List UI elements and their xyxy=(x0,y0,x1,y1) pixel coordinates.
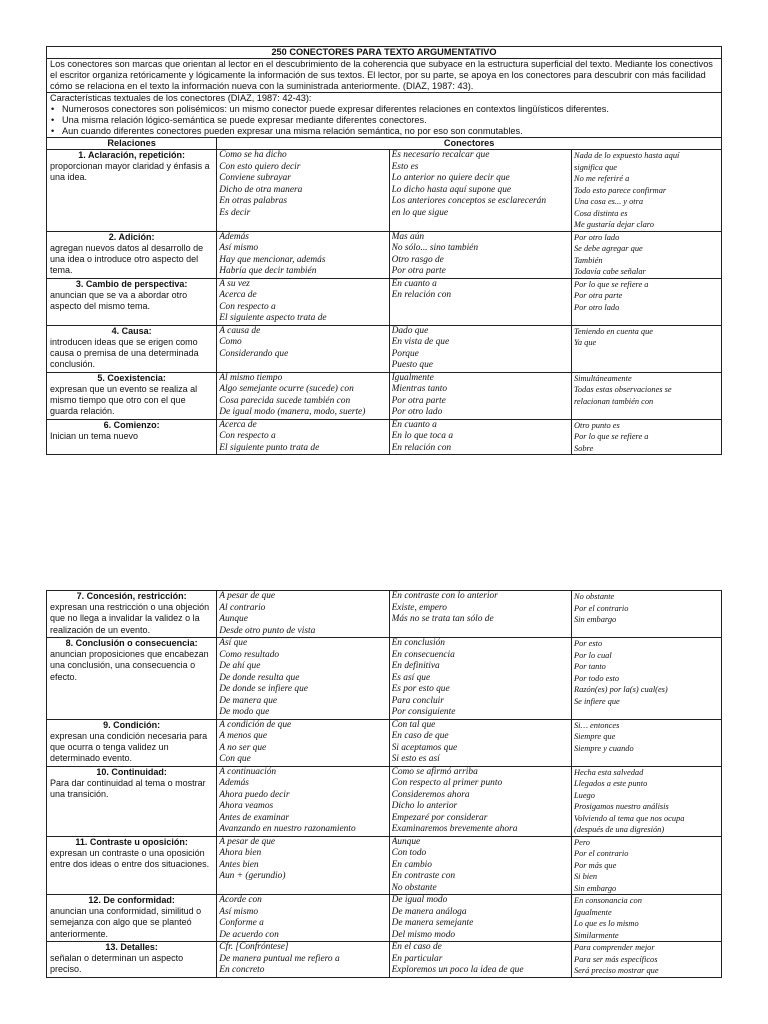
relation-name: 9. Condición: xyxy=(103,719,161,730)
connector-item: Lo anterior no quiere decir que xyxy=(391,173,510,183)
connector-item: En otras palabras xyxy=(219,196,287,206)
table-row xyxy=(47,836,722,895)
connector-item: Esto es xyxy=(391,161,419,172)
connector-item: Luego xyxy=(573,790,595,800)
connector-item: Llegados a este punto xyxy=(573,779,648,788)
connectors-col-3 xyxy=(571,372,721,419)
relation-description: señalan o determinan un aspecto preciso. xyxy=(50,953,184,975)
connector-item: Acerca de xyxy=(219,290,257,300)
connector-item: Para ser más específicos xyxy=(573,954,658,964)
connectors-col-1 xyxy=(217,150,389,232)
connectors-col-3 xyxy=(571,231,721,278)
relation-cell xyxy=(47,766,217,836)
connector-item: Hay que mencionar, además xyxy=(219,254,326,265)
connector-item: (después de una digresión) xyxy=(573,825,665,834)
table-body xyxy=(47,150,722,455)
relation-name: 6. Comienzo: xyxy=(103,419,160,430)
document-title: 250 CONECTORES PARA TEXTO ARGUMENTATIVO xyxy=(47,47,722,59)
connectors-col-1 xyxy=(217,231,389,278)
connectors-col-3 xyxy=(571,638,721,720)
connector-item: Por lo que se refiere a xyxy=(573,279,649,289)
connector-item: Siempre y cuando xyxy=(573,743,634,753)
intro-paragraph: Los conectores son marcas que orientan al lector en el descubrimiento de la coherencia que subyace en la estructura superficial del texto. Mediante los conectivos el escritor organiza retóricamente y lógicamente la información de sus textos. El lector, por su parte, se apoya en los conectores para descubrir con más facilidad cómo se relaciona en el texto la información nueva con la suministrada anteriormente. (DIAZ, 1987: 43). xyxy=(47,59,722,93)
relation-description: introducen ideas que se erigen como causa o premisa de una determinada conclusión. xyxy=(50,336,199,370)
document-page-1 xyxy=(46,46,722,455)
traits-title: Características textuales de los conectores (DIAZ, 1987: 42-43): xyxy=(50,93,312,103)
connector-item: Otro punto es xyxy=(573,420,620,430)
connector-item: Consideremos ahora xyxy=(391,789,470,800)
connector-item: De manera puntual me refiero a xyxy=(219,953,340,964)
connector-item: Al contrario xyxy=(219,602,266,613)
table-row xyxy=(47,591,722,638)
relation-description: proporcionan mayor claridad y énfasis a una idea. xyxy=(50,161,210,183)
connector-item: A su vez xyxy=(219,278,250,289)
connector-item: En vista de que xyxy=(391,337,450,347)
connector-item: relacionan también con xyxy=(573,396,654,406)
connector-item: Todavía cabe señalar xyxy=(573,267,646,276)
connector-item: A no ser que xyxy=(219,742,267,753)
connector-item: Razón(es) por la(s) cual(es) xyxy=(573,685,668,694)
connector-item: En definitiva xyxy=(391,661,440,671)
connector-item: En relación con xyxy=(391,442,452,453)
connector-item: Por otro lado xyxy=(573,232,620,242)
connector-item: Es decir xyxy=(219,207,251,218)
relation-description: anuncian una conformidad, similitud o semejanza con algo que se planteó anteriormente. xyxy=(50,906,202,939)
connector-item: Por el contrario xyxy=(573,849,629,858)
connectors-col-3 xyxy=(571,895,721,942)
connector-item: Por lo que se refiere a xyxy=(573,432,649,441)
connector-item: Es así que xyxy=(391,672,431,683)
connector-item: Además xyxy=(219,778,249,788)
table-row xyxy=(47,942,722,978)
connector-item: Conforme a xyxy=(219,918,264,928)
relation-description: expresan una condición necesaria para que ocurra o tenga validez un determinado evento. xyxy=(50,730,208,764)
connector-item: Por todo esto xyxy=(573,673,620,683)
connectors-col-1 xyxy=(217,766,389,836)
table-row xyxy=(47,766,722,836)
connector-item: De manera análoga xyxy=(391,906,467,917)
relation-cell xyxy=(47,419,217,455)
connector-item: Además xyxy=(219,231,249,242)
connector-item: Sin embargo xyxy=(573,615,617,624)
connector-item: Como se ha dicho xyxy=(219,150,287,160)
connector-item: Si bien xyxy=(573,872,598,881)
connector-item: No obstante xyxy=(573,592,615,601)
connector-item: En caso de que xyxy=(391,731,449,741)
connector-item: Al mismo tiempo xyxy=(219,372,283,383)
connector-item: Con todo xyxy=(391,848,427,858)
connectors-col-2 xyxy=(389,942,571,978)
relation-name: 1. Aclaración, repetición: xyxy=(78,150,185,160)
connector-item: En consecuencia xyxy=(391,649,455,660)
connector-item: Desde otro punto de vista xyxy=(219,625,316,636)
connector-item: En consonancia con xyxy=(573,896,642,905)
table-row xyxy=(47,150,722,232)
connector-item: De igual modo xyxy=(391,895,448,905)
connector-item: De ahí que xyxy=(219,661,261,671)
connector-item: Dicho lo anterior xyxy=(391,801,458,811)
connectors-col-2 xyxy=(389,836,571,895)
connector-item: De donde resulta que xyxy=(219,672,300,683)
connectors-col-1 xyxy=(217,895,389,942)
connectors-col-3 xyxy=(571,942,721,978)
connector-item: Por otra parte xyxy=(391,266,446,276)
connector-item: Dicho de otra manera xyxy=(219,184,303,195)
connector-item: Porque xyxy=(391,348,419,359)
table-row xyxy=(47,719,722,766)
connector-item: Mas aún xyxy=(391,231,425,242)
relation-name: 2. Adición: xyxy=(108,231,155,242)
relation-cell xyxy=(47,591,217,638)
connector-item: Con tal que xyxy=(391,719,436,730)
connectors-col-2 xyxy=(389,719,571,766)
connector-item: Por otra parte xyxy=(573,291,623,300)
connector-item: Lo que es lo mismo xyxy=(573,919,639,928)
connectors-col-1 xyxy=(217,278,389,325)
connector-item: Exploremos un poco la idea de que xyxy=(391,965,524,975)
connectors-table-part-1 xyxy=(46,46,722,455)
connectors-col-1 xyxy=(217,591,389,638)
table-row xyxy=(47,325,722,372)
connectors-col-2 xyxy=(389,766,571,836)
connectors-col-2 xyxy=(389,325,571,372)
connector-item: Por el contrario xyxy=(573,603,629,613)
connectors-col-2 xyxy=(389,231,571,278)
relation-name: 13. Detalles: xyxy=(105,942,158,952)
relation-cell xyxy=(47,836,217,895)
relation-description: anuncian proposiciones que encabezan una conclusión, una consecuencia o efecto. xyxy=(50,649,209,682)
connector-item: Avanzando en nuestro razonamiento xyxy=(219,824,356,834)
connector-item: No me referiré a xyxy=(573,174,630,183)
relation-name: 12. De conformidad: xyxy=(88,895,175,905)
table-body xyxy=(47,591,722,978)
connector-item: Con que xyxy=(219,754,251,764)
trait-item: • Una misma relación lógico-semántica se puede expresar mediante diferentes conectores. xyxy=(50,115,718,126)
connector-item: A menos que xyxy=(219,731,268,741)
connector-item: No obstante xyxy=(391,882,437,893)
connector-item: De acuerdo con xyxy=(219,929,279,940)
connector-item: Los anteriores conceptos se esclarecerán xyxy=(391,196,547,206)
connector-item: Igualmente xyxy=(573,907,612,917)
table-row xyxy=(47,419,722,455)
connector-item: También xyxy=(573,255,603,265)
connector-item: Considerando que xyxy=(219,348,289,359)
connector-item: No sólo... sino también xyxy=(391,243,479,253)
relation-description: expresan que un evento se realiza al mismo tiempo que otro con el que guarda relación. xyxy=(50,383,198,417)
connector-item: Volviendo al tema que nos ocupa xyxy=(573,813,685,823)
connector-item: Otro rasgo de xyxy=(391,254,444,265)
connector-item: En cuanto a xyxy=(391,419,437,430)
connector-item: Si… entonces xyxy=(573,720,620,730)
connector-item: Prosigamos nuestro análisis xyxy=(573,802,669,811)
relation-cell xyxy=(47,231,217,278)
relation-description: expresan un contraste o una oposición entre dos ideas o entre dos situaciones. xyxy=(50,847,210,869)
connectors-col-2 xyxy=(389,591,571,638)
relation-description: anuncian que se va a abordar otro aspecto del mismo tema. xyxy=(50,289,188,311)
connectors-col-3 xyxy=(571,150,721,232)
table-row xyxy=(47,278,722,325)
connector-item: Una cosa es... y otra xyxy=(573,197,644,206)
connectors-col-1 xyxy=(217,419,389,455)
connectors-col-1 xyxy=(217,942,389,978)
connector-item: A continuación xyxy=(219,766,277,777)
connectors-col-3 xyxy=(571,836,721,895)
connector-item: Con esto quiero decir xyxy=(219,161,301,172)
table-row xyxy=(47,638,722,720)
connectors-col-2 xyxy=(389,372,571,419)
connector-item: Si aceptamos que xyxy=(391,742,458,753)
connector-item: Como resultado xyxy=(219,649,280,660)
connectors-col-2 xyxy=(389,278,571,325)
connector-item: Se debe agregar que xyxy=(573,244,643,253)
relation-description: expresan una restricción o una objeción que no llega a invalidar la validez o la realización de un evento. xyxy=(50,602,210,635)
connector-item: significa que xyxy=(573,162,618,172)
connector-item: Es necesario recalcar que xyxy=(391,150,490,160)
connectors-col-1 xyxy=(217,836,389,895)
connector-item: En cuanto a xyxy=(391,278,437,289)
connector-item: Más no se trata tan sólo de xyxy=(391,614,494,624)
connector-item: Todas estas observaciones se xyxy=(573,385,672,394)
connector-item: Para concluir xyxy=(391,695,444,706)
connector-item: Cfr. [Confróntese] xyxy=(219,942,289,952)
relation-cell xyxy=(47,325,217,372)
connector-item: Así que xyxy=(219,638,248,648)
relation-cell xyxy=(47,719,217,766)
connector-item: En contraste con lo anterior xyxy=(391,591,498,601)
column-header-conectores: Conectores xyxy=(217,138,722,150)
connector-item: en lo que sigue xyxy=(391,207,449,218)
connector-item: A condición de que xyxy=(219,719,292,730)
connector-item: Siempre que xyxy=(573,732,616,741)
connector-item: Lo dicho hasta aquí supone que xyxy=(391,184,512,195)
traits-section xyxy=(47,93,722,138)
connector-item: Por tanto xyxy=(573,662,606,671)
connector-item: Simultáneamente xyxy=(573,373,632,383)
connectors-col-3 xyxy=(571,278,721,325)
connector-item: Nada de lo expuesto hasta aquí xyxy=(573,151,680,160)
connectors-col-2 xyxy=(389,638,571,720)
connector-item: Del mismo modo xyxy=(391,929,456,940)
relation-name: 11. Contraste u oposición: xyxy=(75,836,188,847)
connector-item: Ahora puedo decir xyxy=(219,789,290,800)
relation-name: 3. Cambio de perspectiva: xyxy=(75,278,188,289)
connector-item: Aun + (gerundio) xyxy=(219,871,286,881)
connector-item: Examinaremos brevemente ahora xyxy=(391,824,518,834)
connector-item: Teniendo en cuenta que xyxy=(573,326,653,336)
connector-item: De donde se infiere que xyxy=(219,684,308,694)
connector-item: En conclusión xyxy=(391,638,445,648)
connector-item: Hecha esta salvedad xyxy=(573,767,644,777)
connector-item: En lo que toca a xyxy=(391,431,454,441)
connectors-col-3 xyxy=(571,719,721,766)
connectors-col-3 xyxy=(571,766,721,836)
connector-item: Se infiere que xyxy=(573,696,620,706)
connector-item: Existe, empero xyxy=(391,602,447,613)
connector-item: Por lo cual xyxy=(573,650,612,660)
connector-item: Igualmente xyxy=(391,372,434,383)
connectors-col-3 xyxy=(571,419,721,455)
relation-cell xyxy=(47,372,217,419)
relation-cell xyxy=(47,638,217,720)
connector-item: Por otro lado xyxy=(391,407,443,417)
connector-item: En el caso de xyxy=(391,942,442,952)
connector-item: En concreto xyxy=(219,965,265,975)
connector-item: Sobre xyxy=(573,443,594,453)
connectors-col-2 xyxy=(389,419,571,455)
connector-item: A pesar de que xyxy=(219,591,276,601)
column-header-relaciones: Relaciones xyxy=(47,138,217,150)
connector-item: Será preciso mostrar que xyxy=(573,966,659,975)
connector-item: Con respecto a xyxy=(219,301,276,312)
connector-item: Dado que xyxy=(391,325,429,336)
connector-item: Habría que decir también xyxy=(219,266,317,276)
connector-item: Es por esto que xyxy=(391,684,450,694)
connectors-col-3 xyxy=(571,591,721,638)
connector-item: Para comprender mejor xyxy=(573,943,655,952)
connector-item: Ahora veamos xyxy=(219,801,274,811)
connector-item: Conviene subrayar xyxy=(219,173,291,183)
relation-description: agregan nuevos datos al desarrollo de una idea o introduce otro aspecto del tema. xyxy=(50,242,204,276)
connector-item: Ahora bien xyxy=(219,848,262,858)
connector-item: A causa de xyxy=(219,325,261,336)
connectors-col-1 xyxy=(217,325,389,372)
connector-item: En relación con xyxy=(391,290,452,300)
connectors-col-2 xyxy=(389,895,571,942)
connector-item: El siguiente aspecto trata de xyxy=(219,313,327,323)
connector-item: Antes bien xyxy=(219,859,259,870)
connector-item: Por más que xyxy=(573,860,617,870)
connector-item: De modo que xyxy=(219,707,270,717)
connector-item: Si esto es así xyxy=(391,754,440,764)
table-row xyxy=(47,231,722,278)
connector-item: Por consiguiente xyxy=(391,707,456,717)
connector-item: Cosa parecida sucede también con xyxy=(219,395,351,406)
connector-item: Aunque xyxy=(219,614,248,624)
connector-item: Mientras tanto xyxy=(391,384,448,394)
relation-name: 10. Continuidad: xyxy=(96,766,167,777)
connector-item: Puesto que xyxy=(391,360,433,370)
connector-item: De manera semejante xyxy=(391,918,474,928)
connectors-col-1 xyxy=(217,719,389,766)
connector-item: Acerca de xyxy=(219,419,257,430)
connector-item: Así mismo xyxy=(219,906,259,917)
relation-description: Para dar continuidad al tema o mostrar una transición. xyxy=(50,777,206,799)
connector-item: Cosa distinta es xyxy=(573,208,628,218)
table-row xyxy=(47,372,722,419)
connector-item: Por otra parte xyxy=(391,395,446,406)
connector-item: Como xyxy=(219,337,242,347)
connector-item: En contraste con xyxy=(391,871,456,881)
connector-item: Algo semejante ocurre (sucede) con xyxy=(219,384,354,394)
relation-cell xyxy=(47,278,217,325)
relation-cell xyxy=(47,895,217,942)
traits-list xyxy=(50,104,718,137)
relation-name: 5. Coexistencia: xyxy=(97,372,166,383)
document-page-2 xyxy=(46,590,722,978)
connector-item: El siguiente punto trata de xyxy=(219,442,320,453)
relation-cell xyxy=(47,150,217,232)
connectors-col-3 xyxy=(571,325,721,372)
relation-cell xyxy=(47,942,217,978)
connector-item: Me gustaría dejar claro xyxy=(573,220,654,229)
connector-item: Con respecto a xyxy=(219,431,276,441)
relation-name: 7. Concesión, restricción: xyxy=(76,591,187,601)
connector-item: En particular xyxy=(391,953,443,964)
trait-item: • Aun cuando diferentes conectores pueden expresar una misma relación semántica, no por eso son conmutables. xyxy=(50,126,718,137)
connector-item: Por esto xyxy=(573,639,603,648)
connectors-col-1 xyxy=(217,638,389,720)
connector-item: Así mismo xyxy=(219,243,259,253)
connector-item: Acorde con xyxy=(219,895,262,905)
connector-item: Ya que xyxy=(573,338,597,347)
connector-item: Todo esto parece confirmar xyxy=(573,185,667,195)
connectors-col-2 xyxy=(389,150,571,232)
connector-item: Por otro lado xyxy=(573,302,620,312)
connector-item: De manera que xyxy=(219,695,278,706)
connector-item: Sin embargo xyxy=(573,883,617,893)
connector-item: Como se afirmó arriba xyxy=(391,766,478,777)
table-row xyxy=(47,895,722,942)
connectors-col-1 xyxy=(217,372,389,419)
connector-item: Pero xyxy=(573,837,590,847)
connector-item: Similarmente xyxy=(573,930,619,940)
connector-item: Antes de examinar xyxy=(219,812,290,823)
connector-item: A pesar de que xyxy=(219,836,276,847)
relation-description: Inician un tema nuevo xyxy=(50,430,139,441)
connector-item: En cambio xyxy=(391,859,432,870)
connector-item: Empezaré por considerar xyxy=(391,812,488,823)
connector-item: Con respecto al primer punto xyxy=(391,778,503,788)
connector-item: Aunque xyxy=(391,836,421,847)
relation-name: 4. Causa: xyxy=(111,325,152,336)
trait-item: • Numerosos conectores son polisémicos: un mismo conector puede expresar diferentes relaciones en contextos lingüísticos diferentes. xyxy=(50,104,718,115)
connectors-table-part-2 xyxy=(46,590,722,978)
relation-name: 8. Conclusión o consecuencia: xyxy=(65,638,198,648)
connector-item: De igual modo (manera, modo, suerte) xyxy=(219,407,366,417)
